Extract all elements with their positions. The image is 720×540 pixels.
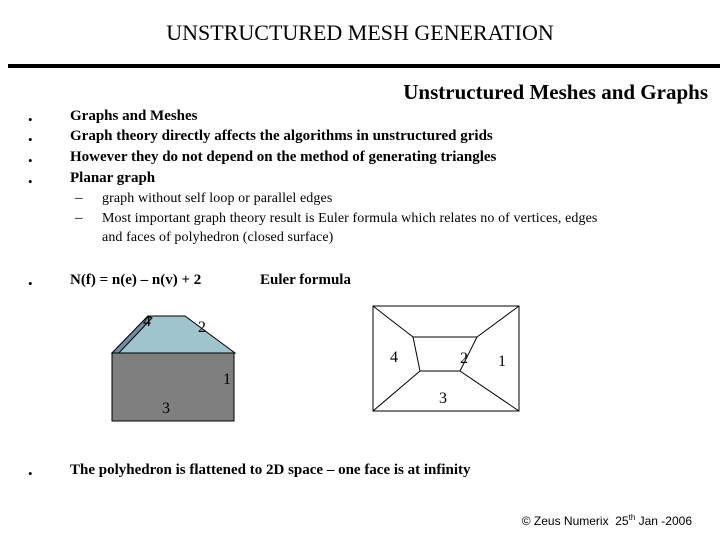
bullet-text: Planar graph (70, 170, 156, 186)
page-title: UNSTRUCTURED MESH GENERATION (166, 20, 554, 45)
house-face-label: 1 (223, 371, 231, 388)
planar-edge (477, 306, 519, 337)
sub-bullet-dash: – (75, 210, 83, 226)
euler-equation: N(f) = n(e) – n(v) + 2 (70, 272, 202, 288)
euler-formula-label: Euler formula (260, 272, 351, 288)
house-front-face (112, 353, 234, 421)
footer-credit (522, 513, 692, 528)
planar-edge (373, 371, 420, 411)
footer-copyright: © Zeus Numerix (521, 514, 609, 528)
sub-bullet-text: Most important graph theory result is Euler formula which relates no of vertices, edges (102, 211, 598, 226)
bullet-glyph: • (28, 153, 33, 168)
bullet-glyph: • (28, 174, 33, 189)
sub-bullet-dash: – (75, 190, 83, 206)
sub-bullet-text-continued: and faces of polyhedron (closed surface) (102, 230, 334, 245)
bullet-glyph: • (28, 466, 33, 481)
footer-date: Jan -2006 (635, 514, 692, 528)
bullet-glyph: • (28, 276, 33, 291)
footer-day: 25 (615, 514, 629, 528)
slide-subtitle: Unstructured Meshes and Graphs (403, 80, 708, 104)
house-face-label: 4 (143, 313, 151, 330)
bullet-text: However they do not depend on the method of generating triangles (70, 149, 497, 165)
bullet-glyph: • (28, 112, 33, 127)
house-face-label: 2 (198, 319, 206, 336)
planar-edge (373, 306, 413, 337)
planar-face-label: 1 (498, 353, 506, 370)
planar-graph-diagram (373, 306, 519, 411)
planar-face-label: 4 (390, 349, 398, 366)
sub-bullet-text: graph without self loop or parallel edges (102, 191, 333, 206)
planar-face-label: 3 (439, 390, 447, 407)
bullet-glyph: • (28, 132, 33, 147)
bullet-text: Graph theory directly affects the algorithms in unstructured grids (70, 128, 493, 144)
bullet-text: Graphs and Meshes (70, 108, 198, 124)
planar-face-label: 2 (460, 350, 468, 367)
house-face-label: 3 (162, 400, 170, 417)
planar-edge (460, 371, 519, 411)
bullet-text: The polyhedron is flattened to 2D space – one face is at infinity (70, 462, 471, 478)
footer-day-suffix: th (628, 513, 636, 522)
